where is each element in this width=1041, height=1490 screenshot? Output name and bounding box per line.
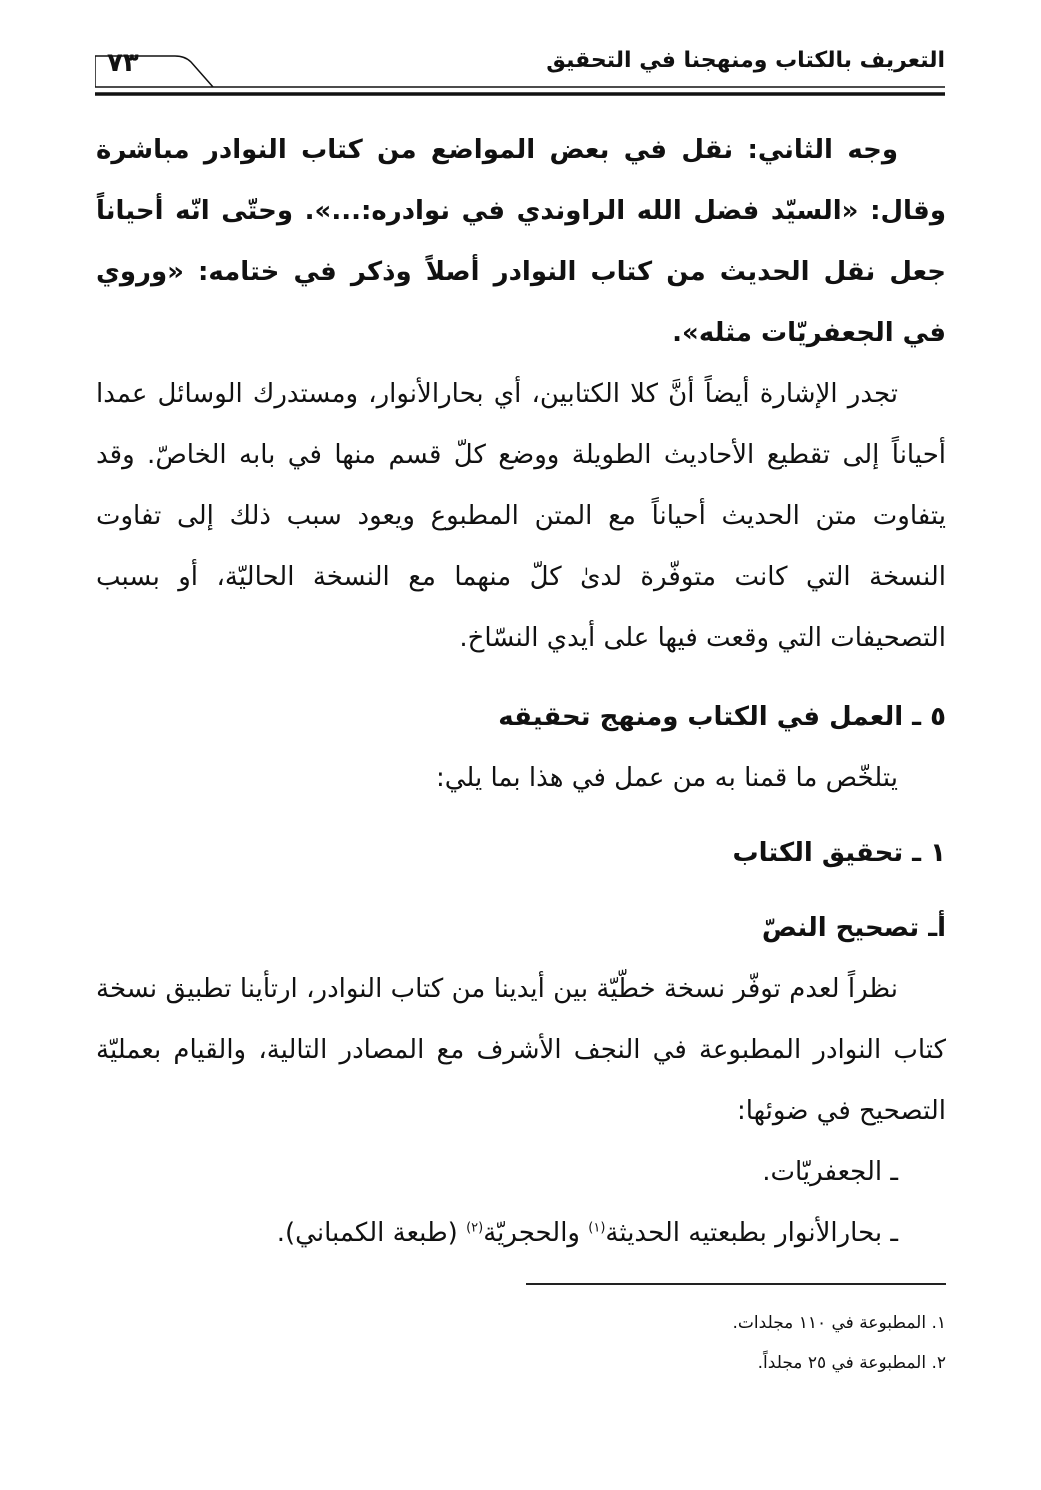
- page-number: ٧٣: [107, 48, 139, 78]
- footnotes: [96, 1303, 946, 1383]
- section-intro: يتلخّص ما قمنا به من عمل في هذا بما يلي:: [435, 763, 898, 793]
- section-body: نظراً لعدم توفّر نسخة خطّيّة بين أيدينا من كتاب النوادر، ارتأينا تطبيق نسخة كتاب النوادر المطبوعة في النجف الأشرف مع المصادر التالية، والقيام بعمليّة التصحيح في ضوئها:: [96, 974, 946, 1126]
- list-item-text: والحجريّة: [483, 1218, 589, 1248]
- footnote-ref[interactable]: (٢): [466, 1220, 484, 1236]
- paragraph-2: تجدر الإشارة أيضاً أنَّ كلا الكتابين، أي بحارالأنوار، ومستدرك الوسائل عمدا أحياناً إلى تقطيع الأحاديث الطويلة ووضع كلّ قسم منها في بابه الخاصّ. وقد يتفاوت متن الحديث أحياناً مع المتن المطبوع ويعود سبب ذلك إلى تفاوت النسخة التي كانت متوفّرة لدىٰ كلّ منهما مع النسخة الحاليّة، أو بسبب التصحيفات التي وقعت فيها على أيدي النسّاخ.: [96, 379, 946, 653]
- list-item: ـ الجعفريّات.: [762, 1157, 898, 1187]
- list-item-text: ـ بحارالأنوار بطبعتيه الحديثة: [605, 1218, 898, 1248]
- running-title: التعريف بالكتاب ومنهجنا في التحقيق: [546, 48, 945, 73]
- main-text: [96, 120, 946, 1264]
- list-item-text: (طبعة الكمباني).: [276, 1218, 467, 1248]
- running-header: [95, 38, 945, 98]
- paragraph-1: وجه الثاني: نقل في بعض المواضع من كتاب النوادر مباشرة وقال: «السيّد فضل الله الراوندي في نوادره:...». وحتّى انّه أحياناً جعل نقل الحديث من كتاب النوادر أصلاً وذكر في ختامه: «وروي في الجعفريّات مثله».: [96, 135, 946, 348]
- footnote-ref[interactable]: (١): [588, 1220, 606, 1236]
- footnote: ٢. المطبوعة في ٢٥ مجلداً.: [757, 1353, 946, 1373]
- sub-subsection-heading: أـ تصحيح النصّ: [761, 913, 946, 943]
- footnote-divider: [526, 1283, 946, 1285]
- footnote: ١. المطبوعة في ١١٠ مجلدات.: [732, 1313, 946, 1333]
- list-item: [96, 1203, 946, 1264]
- section-heading: ٥ ـ العمل في الكتاب ومنهج تحقيقه: [498, 702, 946, 732]
- subsection-heading: ١ ـ تحقيق الكتاب: [732, 838, 946, 868]
